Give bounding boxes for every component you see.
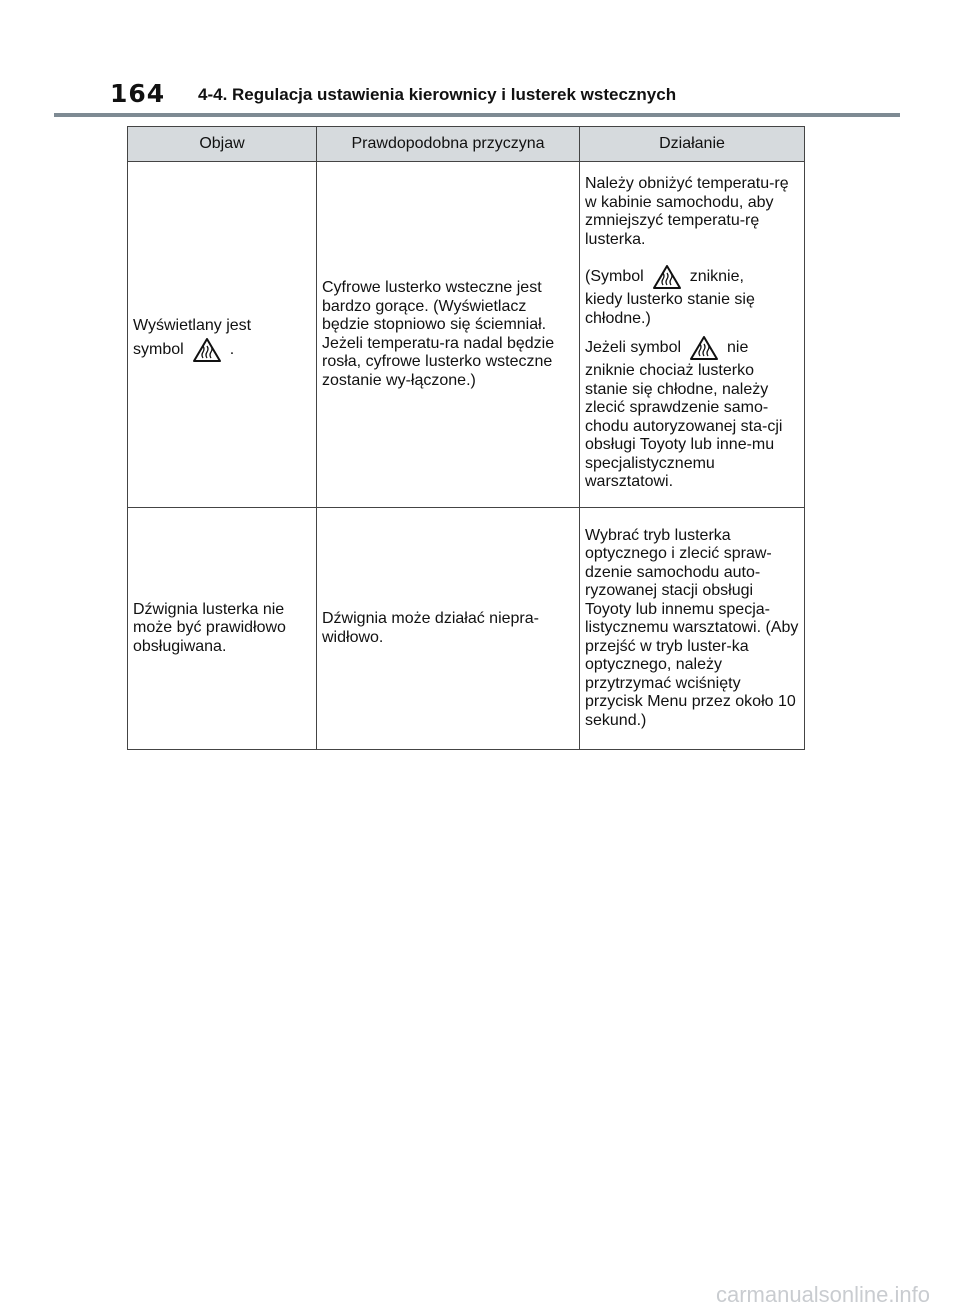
mirror-high-temperature-warning-icon	[689, 335, 719, 361]
column-header-symptom: Objaw	[128, 127, 317, 162]
action-paragraph-3	[585, 334, 799, 492]
mirror-high-temperature-warning-icon	[652, 264, 682, 290]
symptom-line1: Wyświetlany jest	[133, 317, 252, 335]
table-header-row	[128, 127, 805, 162]
watermark: carmanualsonline.info	[715, 1282, 930, 1307]
action-paragraph-1: Należy obniżyć temperatu-rę w kabinie samochodu, aby zmniejszyć temperatu-rę lusterka.	[585, 175, 789, 248]
section-title: 4-4. Regulacja ustawienia kierownicy i lusterek wstecznych	[198, 85, 677, 104]
action-paragraph-2	[585, 263, 799, 328]
symptom-symbol-line	[133, 336, 311, 364]
action-cell	[580, 508, 805, 750]
column-header-cause: Prawdopodobna przyczyna	[317, 127, 580, 162]
cause-cell	[317, 508, 580, 750]
action-symbol-text-1: (Symbol	[585, 268, 644, 286]
action-symbol-text-2: Jeżeli symbol	[585, 339, 682, 357]
symptom-text: Dźwignia lusterka nie może być prawidłowo obsługiwana.	[133, 600, 286, 655]
cause-text: Dźwignia może działać niepra-widłowo.	[322, 610, 539, 646]
action-symbol-after-1: zniknie,	[689, 268, 744, 286]
action-paragraph-2-rest: kiedy lusterko stanie się chłodne.)	[585, 291, 755, 327]
page-number: 164	[110, 79, 166, 108]
header-rule	[54, 113, 900, 117]
symptom-cell	[128, 162, 317, 508]
symptom-symbol-text: symbol	[133, 340, 184, 358]
table-row	[128, 162, 805, 508]
action-text: Wybrać tryb lusterka optycznego i zlecić spraw-dzenie samochodu auto-ryzowanej stacji obsługi Toyoty lub innemu specja-listycznemu warsztatowi. (Aby przejść w tryb luster-ka optycznego, należy przytrzymać wciśnięty przycisk Menu przez około 10 sekund.)	[585, 526, 799, 729]
mirror-high-temperature-warning-icon	[192, 337, 222, 363]
column-header-action: Działanie	[580, 127, 805, 162]
page-header	[0, 74, 960, 114]
cause-text: Cyfrowe lusterko wsteczne jest bardzo gorące. (Wyświetlacz będzie stopniowo się ściemniał. Jeżeli temperatu-ra nadal będzie rosła, cyfrowe lusterko wsteczne zostanie wy-łączone.)	[322, 279, 555, 389]
symptom-symbol-after: .	[229, 340, 235, 358]
table-row	[128, 508, 805, 750]
action-cell	[580, 162, 805, 508]
symptom-cell	[128, 508, 317, 750]
troubleshooting-table	[127, 126, 805, 750]
action-paragraph-3-rest: zniknie chociaż lusterko stanie się chłodne, należy zlecić sprawdzenie samo-chodu autoryzowanej sta-cji obsługi Toyoty lub inne-mu specjalistycznemu warsztatowi.	[585, 362, 783, 491]
cause-cell	[317, 162, 580, 508]
action-symbol-after-2: nie	[727, 339, 749, 357]
